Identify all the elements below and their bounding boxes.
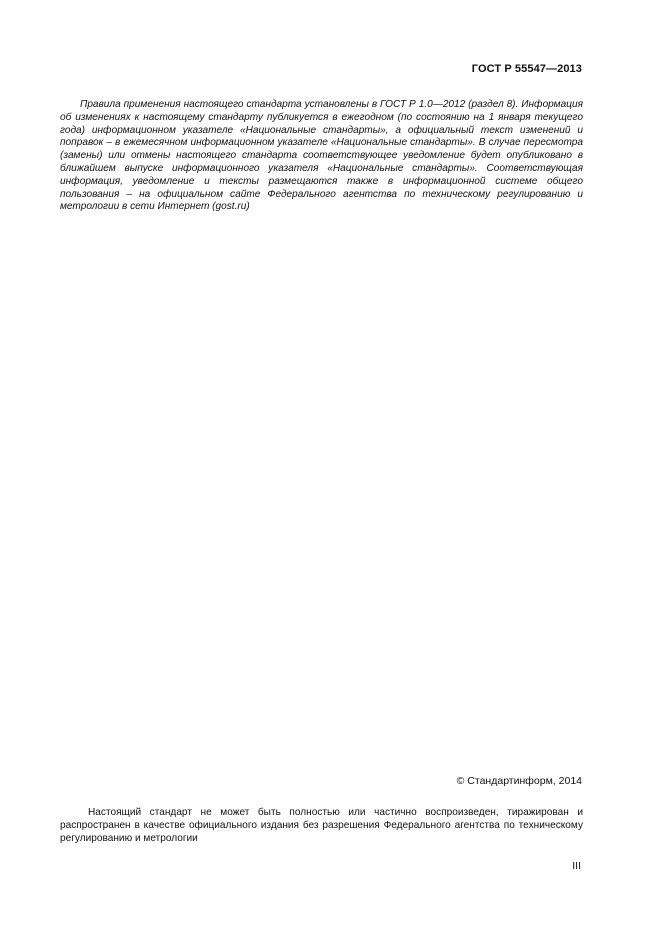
notice-paragraph: Правила применения настоящего стандарта установлены в ГОСТ Р 1.0—2012 (раздел 8). Информация об изменениях к настоящему стандарту публикуется в ежегодном (по состоянию на 1 января текущего года) информационном указателе «Национальные стандарты», а официальный текст изменений и поправок – в ежемесячном информационном указателе «Национальные стандарты». В случае пересмотра (замены) или отмены настоящего стандарта соответствующее уведомление будет опубликовано в ближайшем выпуске информационного указателя «Национальные стандарты». Соответствующая информация, уведомление и тексты размещаются также в информационной системе общего пользования – на официальном сайте Федерального агентства по техническому регулированию и метрологии в сети Интернет (gost.ru): [60, 99, 583, 213]
copyright-line: © Стандартинформ, 2014: [456, 775, 582, 787]
page-number: III: [572, 860, 581, 872]
standard-designation: ГОСТ Р 55547—2013: [471, 63, 582, 75]
reproduction-notice: [60, 806, 583, 845]
application-rules-notice: [60, 99, 583, 214]
reproduction-paragraph: Настоящий стандарт не может быть полностью или частично воспроизведен, тиражирован и распространен в качестве официального издания без разрешения Федерального агентства по техническому регулированию и метрологии: [60, 807, 583, 844]
